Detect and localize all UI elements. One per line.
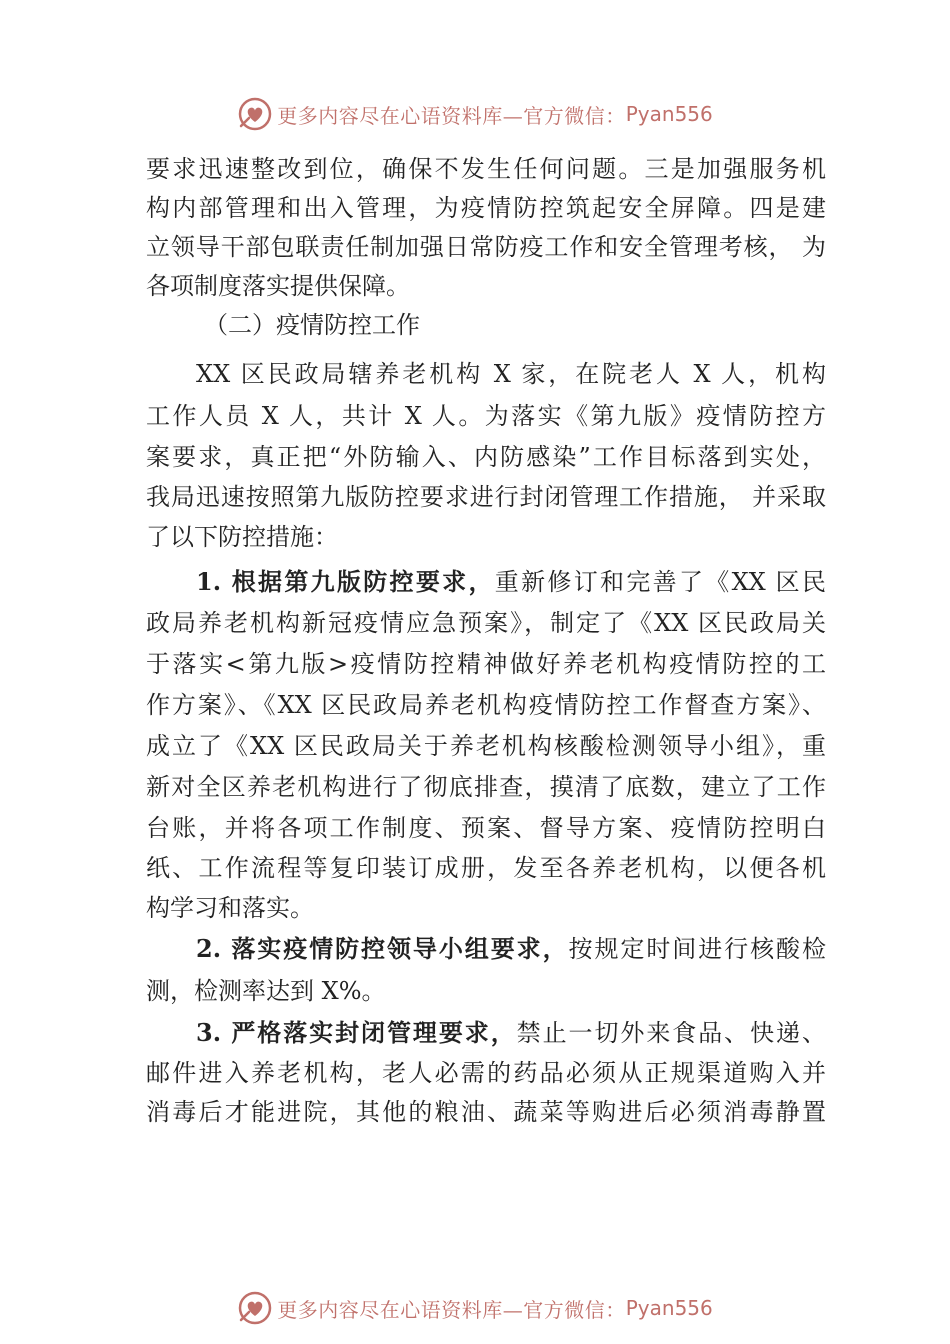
item-lead: 1. 根据第九版防控要求，: [196, 567, 495, 596]
item-lead: 2. 落实疫情防控领导小组要求，: [196, 934, 569, 963]
paragraph-2: [146, 353, 826, 557]
text-line: 纸、工作流程等复印装订成册，发至各养老机构，以便各机: [146, 854, 826, 882]
list-item-2: [146, 928, 826, 1012]
text-line: 成立了《XX 区民政局关于养老机构核酸检测领导小组》，重: [146, 732, 826, 760]
header-banner: [0, 94, 950, 134]
text-line: 构内部管理和出入管理，为疫情防控筑起安全屏障。四是建: [146, 194, 826, 222]
item-text: 禁止一切外来食品、快递、: [516, 1019, 826, 1047]
text-line: 各项制度落实提供保障。: [146, 272, 410, 300]
text-line: XX 区民政局辖养老机构 X 家，在院老人 X 人，机构: [196, 360, 826, 388]
text-line: [146, 1012, 826, 1054]
item-text: 按规定时间进行核酸检: [568, 935, 826, 963]
text-line: 邮件进入养老机构，老人必需的药品必须从正规渠道购入并: [146, 1059, 826, 1087]
list-item-3: [146, 1012, 826, 1132]
text-line: [146, 561, 826, 603]
text-line: 政局养老机构新冠疫情应急预案》，制定了《XX 区民政局关: [146, 609, 826, 637]
text-line: [146, 928, 826, 970]
text-line: 了以下防控措施：: [146, 523, 338, 551]
text-line: 于落实<第九版>疫情防控精神做好养老机构疫情防控的工: [146, 650, 826, 678]
document-body: [146, 150, 826, 1132]
banner-text: 更多内容尽在心语资料库—官方微信：: [277, 103, 626, 128]
heart-logo-icon: [237, 1290, 273, 1326]
banner-wechat-id: Pyan556: [625, 102, 713, 126]
text-line: 我局迅速按照第九版防控要求进行封闭管理工作措施， 并采取: [146, 483, 826, 511]
text-line: 构学习和落实。: [146, 894, 314, 922]
section-heading: （二）疫情防控工作: [204, 311, 420, 339]
text-line: 立领导干部包联责任制加强日常防疫工作和安全管理考核， 为: [146, 233, 826, 261]
list-item-1: [146, 561, 826, 928]
text-line: 消毒后才能进院，其他的粮油、蔬菜等购进后必须消毒静置: [146, 1098, 826, 1126]
text-line: 作方案》、《XX 区民政局养老机构疫情防控工作督查方案》、: [146, 691, 826, 719]
banner-text: 更多内容尽在心语资料库—官方微信：: [277, 1297, 626, 1322]
banner-wechat-id: Pyan556: [625, 1296, 713, 1320]
paragraph-1: [146, 150, 826, 306]
text-line: 测，检测率达到 X%。: [146, 977, 386, 1005]
text-line: 要求迅速整改到位，确保不发生任何问题。三是加强服务机: [146, 155, 826, 183]
text-line: 新对全区养老机构进行了彻底排查，摸清了底数，建立了工作: [146, 773, 826, 801]
text-line: 台账，并将各项工作制度、预案、督导方案、疫情防控明白: [146, 814, 826, 842]
text-line: 案要求，真正把“外防输入、内防感染”工作目标落到实处，: [146, 443, 826, 471]
item-lead: 3. 严格落实封闭管理要求，: [196, 1018, 517, 1047]
heart-logo-icon: [237, 96, 273, 132]
item-text: 重新修订和完善了《XX 区民: [494, 568, 826, 596]
footer-banner: [0, 1288, 950, 1328]
text-line: 工作人员 X 人，共计 X 人。为落实《第九版》疫情防控方: [146, 402, 826, 430]
